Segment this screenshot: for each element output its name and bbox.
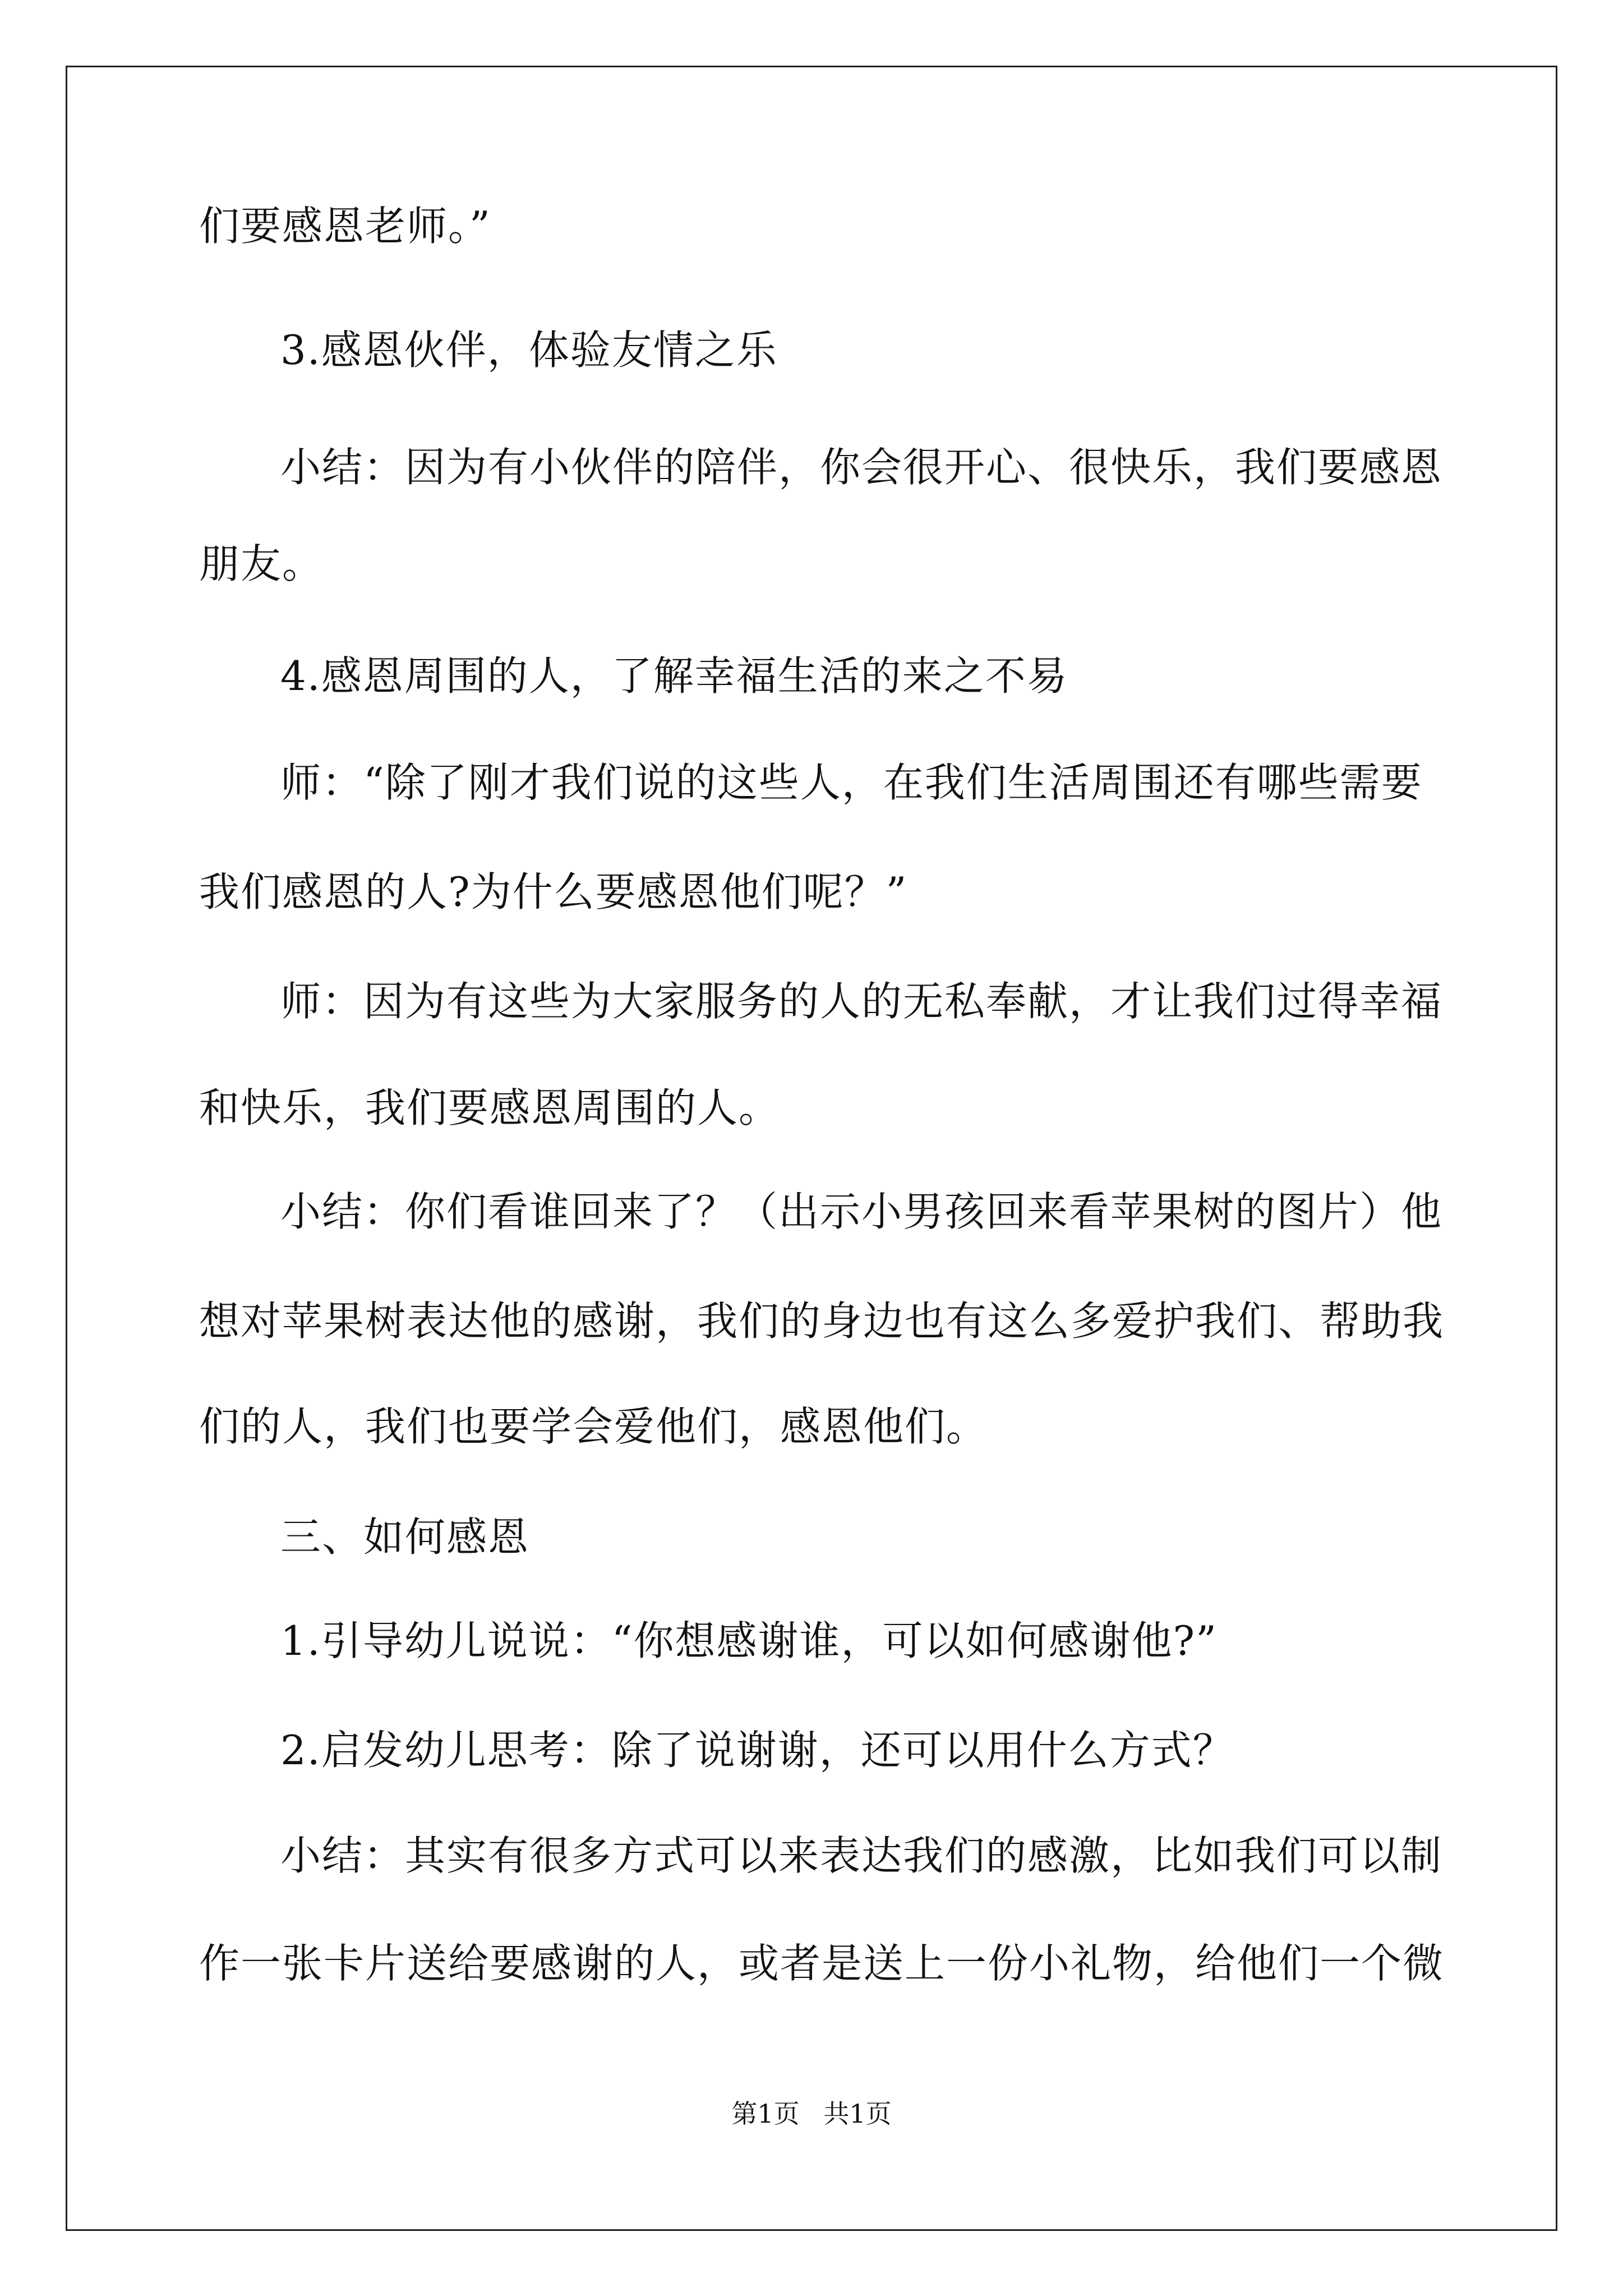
text-line: 我们感恩的人?为什么要感恩他们呢？” <box>199 868 908 915</box>
text-line: 3.感恩伙伴，体验友情之乐 <box>280 326 778 374</box>
text-line: 小结：其实有很多方式可以来表达我们的感激，比如我们可以制 <box>280 1832 1443 1879</box>
page-number: 第1页 <box>731 2099 800 2129</box>
text-line: 们要感恩老师。” <box>199 203 491 250</box>
text-line: 2.启发幼儿思考：除了说谢谢，还可以用什么方式？ <box>280 1727 1234 1774</box>
page-total: 共1页 <box>823 2099 892 2129</box>
page-border <box>66 66 1557 2231</box>
text-line: 师：因为有这些为大家服务的人的无私奉献，才让我们过得幸福 <box>280 978 1443 1025</box>
text-line: 小结：因为有小伙伴的陪伴，你会很开心、很快乐，我们要感恩 <box>280 444 1443 491</box>
text-line: 师：“除了刚才我们说的这些人，在我们生活周围还有哪些需要 <box>280 759 1423 806</box>
text-line: 朋友。 <box>199 540 324 587</box>
page-footer <box>0 2097 1623 2131</box>
text-line: 作一张卡片送给要感谢的人，或者是送上一份小礼物，给他们一个微 <box>199 1940 1445 1987</box>
text-line: 们的人，我们也要学会爱他们，感恩他们。 <box>199 1403 988 1450</box>
text-line: 小结：你们看谁回来了？（出示小男孩回来看苹果树的图片）他 <box>280 1188 1443 1235</box>
text-line: 和快乐，我们要感恩周围的人。 <box>199 1084 781 1131</box>
text-line: 想对苹果树表达他的感谢，我们的身边也有这么多爱护我们、帮助我 <box>199 1297 1445 1345</box>
text-line: 4.感恩周围的人，了解幸福生活的来之不易 <box>280 652 1068 700</box>
section-heading: 三、如何感恩 <box>280 1513 530 1561</box>
text-line: 1.引导幼儿说说：“你想感谢谁，可以如何感谢他?” <box>280 1617 1218 1664</box>
